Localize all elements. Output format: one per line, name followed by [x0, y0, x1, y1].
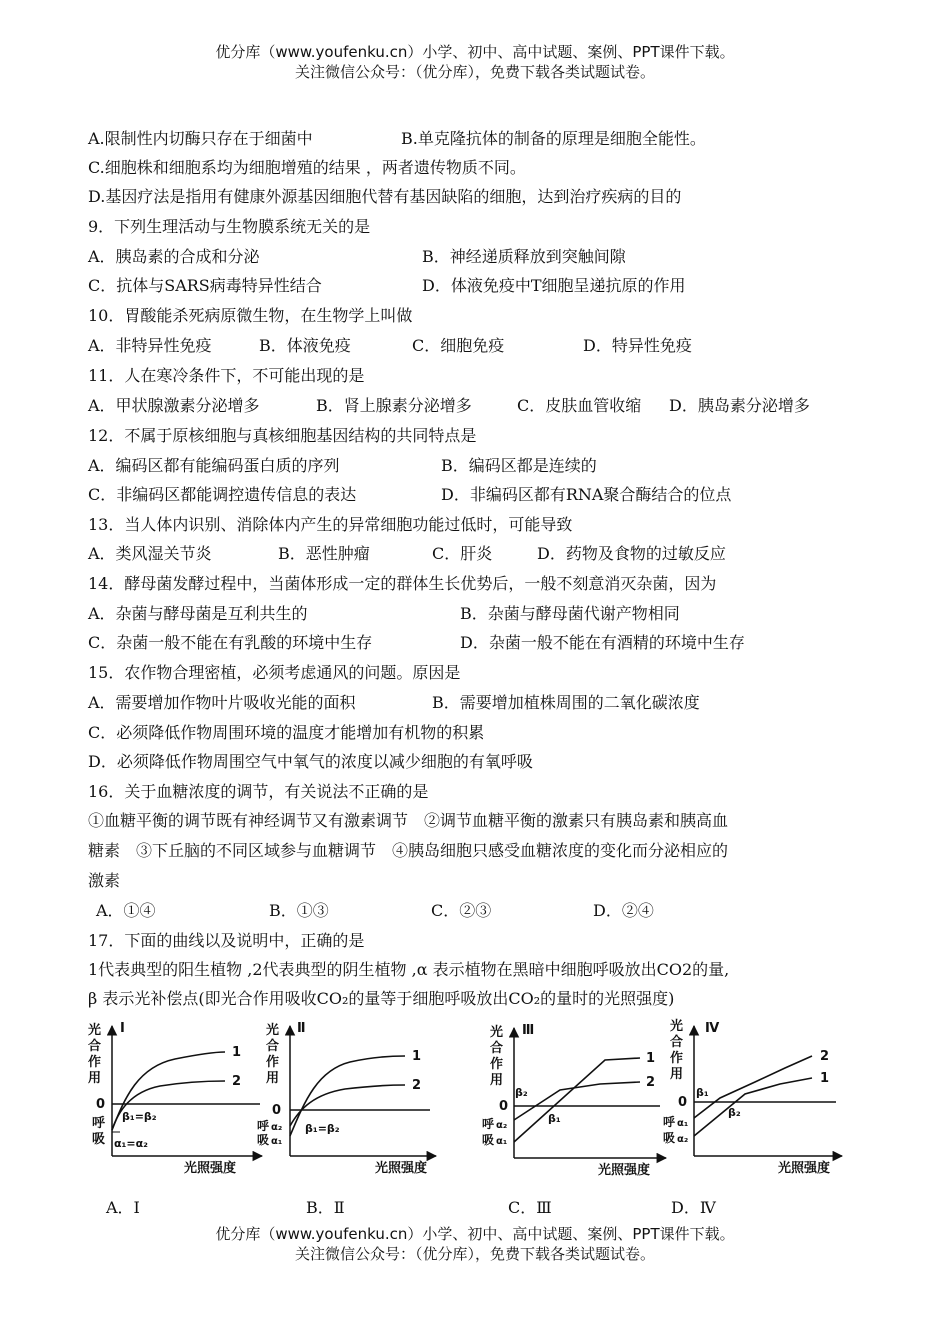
- xlabel: 光照强度: [375, 1161, 428, 1176]
- q12-stem: 12．不属于原核细胞与真核细胞基因结构的共同特点是: [88, 426, 477, 445]
- ylabel-char: 作: [670, 1051, 684, 1066]
- ylabel-char: 用: [266, 1071, 280, 1086]
- graph-4: [663, 1018, 842, 1176]
- graph-2-roman: Ⅱ: [297, 1021, 306, 1036]
- ylabel-char: 光: [490, 1025, 504, 1040]
- xlabel: 光照强度: [778, 1161, 831, 1176]
- curve-2-label: 2: [820, 1049, 830, 1064]
- q8-option-a: A.限制性内切酶只存在于细菌中: [88, 129, 313, 148]
- curve-1-label: 1: [412, 1049, 422, 1064]
- graph-3-beta1: β₁: [548, 1112, 561, 1125]
- curve-2: [514, 1082, 640, 1120]
- q12-option-b: B．编码区都是连续的: [441, 456, 597, 475]
- resp-char: 吸: [663, 1131, 676, 1145]
- curve-2-label: 2: [646, 1075, 656, 1090]
- curve-2-label: 2: [232, 1074, 242, 1089]
- q8-option-d: D.基因疗法是指用有健康外源基因细胞代替有基因缺陷的细胞，达到治疗疾病的目的: [88, 187, 682, 206]
- graph-4-alpha1: α₁: [677, 1118, 689, 1129]
- q16-statement-2: 糖素 ③下丘脑的不同区域参与血糖调节 ④胰岛细胞只感受血糖浓度的变化而分泌相应的: [88, 841, 729, 860]
- q9-option-c: C．抗体与SARS病毒特异性结合: [88, 276, 322, 295]
- q11-option-b: B．肾上腺素分泌增多: [316, 396, 472, 415]
- q12-option-c: C．非编码区都能调控遗传信息的表达: [88, 485, 357, 504]
- q9-option-b: B．神经递质释放到突触间隙: [422, 247, 626, 266]
- q16-statement-1: ①血糖平衡的调节既有神经调节又有激素调节 ②调节血糖平衡的激素只有胰岛素和胰高血: [88, 811, 729, 830]
- ylabel-char: 作: [490, 1057, 504, 1072]
- ylabel-char: 合: [490, 1041, 504, 1056]
- q10-option-d: D．特异性免疫: [583, 336, 692, 355]
- q14-option-c: C．杂菌一般不能在有乳酸的环境中生存: [88, 633, 373, 652]
- footer-line-2: 关注微信公众号：（优分库），免费下载各类试题试卷。: [294, 1245, 655, 1263]
- q14-option-d: D．杂菌一般不能在有酒精的环境中生存: [460, 633, 745, 652]
- q16-stem: 16．关于血糖浓度的调节，有关说法不正确的是: [88, 782, 429, 801]
- ylabel-char: 用: [670, 1067, 684, 1082]
- zero-label: 0: [96, 1097, 106, 1112]
- graph-4-beta1: β₁: [696, 1086, 709, 1099]
- q14-stem: 14．酵母菌发酵过程中，当菌体形成一定的群体生长优势后，一般不刻意消灭杂菌，因为: [88, 574, 717, 593]
- q10-stem: 10．胃酸能杀死病原微生物，在生物学上叫做: [88, 306, 413, 325]
- q13-option-a: A．类风湿关节炎: [88, 544, 212, 563]
- header-line-1: 优分库（www.youfenku.cn）小学、初中、高中试题、案例、PPT课件下载。: [215, 43, 735, 61]
- q13-option-b: B．恶性肿瘤: [278, 544, 370, 563]
- zero-label: 0: [499, 1099, 509, 1114]
- q16-option-b: B．①③: [269, 901, 329, 920]
- q14-option-b: B．杂菌与酵母菌代谢产物相同: [460, 604, 680, 623]
- q11-option-a: A．甲状腺激素分泌增多: [88, 396, 260, 415]
- graph-1: [88, 1021, 262, 1176]
- q13-stem: 13．当人体内识别、消除体内产生的异常细胞功能过低时，可能导致: [88, 515, 573, 534]
- curve-2: [694, 1056, 812, 1118]
- resp-char: 呼: [482, 1117, 495, 1131]
- graph-2-beta-label: β₁=β₂: [305, 1122, 340, 1135]
- q11-stem: 11．人在寒冷条件下，不可能出现的是: [88, 366, 365, 385]
- resp-char: 吸: [257, 1133, 270, 1147]
- q12-option-d: D．非编码区都有RNA聚合酶结合的位点: [441, 485, 732, 504]
- q11-option-c: C．皮肤血管收缩: [517, 396, 642, 415]
- q14-option-a: A．杂菌与酵母菌是互利共生的: [88, 604, 308, 623]
- graph-4-beta2: β₂: [728, 1106, 741, 1119]
- graph-1-beta-label: β₁=β₂: [122, 1110, 157, 1123]
- ylabel-char: 合: [670, 1035, 684, 1050]
- resp-char: 呼: [663, 1115, 676, 1129]
- ylabel-char: 光: [670, 1019, 684, 1034]
- q15-stem: 15．农作物合理密植，必须考虑通风的问题。原因是: [88, 663, 461, 682]
- q8-option-c: C.细胞株和细胞系均为细胞增殖的结果 ，两者遗传物质不同。: [88, 158, 526, 177]
- resp-char: 吸: [92, 1132, 106, 1147]
- ylabel-char: 光: [266, 1023, 280, 1038]
- q12-option-a: A．编码区都有能编码蛋白质的序列: [88, 456, 340, 475]
- graph-3-alpha2: α₂: [496, 1120, 508, 1131]
- header-line-2: 关注微信公众号：（优分库），免费下载各类试题试卷。: [294, 63, 655, 81]
- q15-option-c: C．必须降低作物周围环境的温度才能增加有机物的积累: [88, 723, 485, 742]
- graph-3-alpha1: α₁: [496, 1136, 508, 1147]
- curve-1: [514, 1058, 640, 1142]
- q17-desc-1: 1代表典型的阳生植物 ,2代表典型的阴生植物 ,α 表示植物在黑暗中细胞呼吸放出CO2的量,: [88, 960, 730, 979]
- graph-1-roman: Ⅰ: [120, 1021, 125, 1036]
- q17-graphs: [0, 1012, 950, 1182]
- q17-option-c: C．Ⅲ: [508, 1198, 552, 1217]
- ylabel-char: 作: [88, 1055, 102, 1070]
- curve-2: [290, 1085, 405, 1126]
- q17-desc-2: β 表示光补偿点(即光合作用吸收CO₂的量等于细胞呼吸放出CO₂的量时的光照强度): [88, 989, 675, 1008]
- zero-label: 0: [678, 1095, 688, 1110]
- graph-2-alpha1: α₁: [271, 1136, 283, 1147]
- graph-3-beta2: β₂: [515, 1086, 528, 1099]
- q17-option-b: B．Ⅱ: [306, 1198, 345, 1217]
- ylabel-char: 合: [88, 1039, 102, 1054]
- q15-option-a: A．需要增加作物叶片吸收光能的面积: [88, 693, 356, 712]
- q10-option-a: A．非特异性免疫: [88, 336, 212, 355]
- zero-label: 0: [272, 1103, 282, 1118]
- graph-3: [482, 1023, 666, 1178]
- xlabel: 光照强度: [598, 1163, 651, 1178]
- q17-option-a: A．Ⅰ: [106, 1198, 140, 1217]
- q11-option-d: D．胰岛素分泌增多: [669, 396, 810, 415]
- curve-1: [694, 1078, 812, 1136]
- ylabel-char: 用: [490, 1073, 504, 1088]
- q13-option-c: C．肝炎: [432, 544, 493, 563]
- ylabel-char: 作: [266, 1055, 280, 1070]
- q16-option-c: C．②③: [431, 901, 492, 920]
- graph-4-roman: Ⅳ: [705, 1021, 720, 1036]
- graph-3-roman: Ⅲ: [522, 1023, 535, 1038]
- xlabel: 光照强度: [184, 1161, 237, 1176]
- q17-option-d: D．Ⅳ: [671, 1198, 716, 1217]
- graph-1-alpha-label: α₁=α₂: [114, 1137, 148, 1150]
- q8-option-b: B.单克隆抗体的制备的原理是细胞全能性。: [401, 129, 706, 148]
- curve-2-label: 2: [412, 1078, 422, 1093]
- q10-option-b: B．体液免疫: [259, 336, 351, 355]
- resp-char: 吸: [482, 1133, 495, 1147]
- graph-2-alpha2: α₂: [271, 1122, 283, 1133]
- ylabel-char: 光: [88, 1023, 102, 1038]
- curve-1-label: 1: [646, 1051, 656, 1066]
- graph-2: [257, 1021, 436, 1176]
- footer-line-1: 优分库（www.youfenku.cn）小学、初中、高中试题、案例、PPT课件下载。: [215, 1225, 735, 1243]
- q9-option-d: D．体液免疫中T细胞呈递抗原的作用: [422, 276, 686, 295]
- q16-statement-3: 激素: [88, 871, 121, 890]
- ylabel-char: 合: [266, 1039, 280, 1054]
- q9-option-a: A．胰岛素的合成和分泌: [88, 247, 260, 266]
- q17-stem: 17．下面的曲线以及说明中，正确的是: [88, 931, 365, 950]
- graph-4-alpha2: α₂: [677, 1134, 689, 1145]
- q15-option-b: B．需要增加植株周围的二氧化碳浓度: [432, 693, 700, 712]
- curve-1-label: 1: [820, 1071, 830, 1086]
- q13-option-d: D．药物及食物的过敏反应: [537, 544, 726, 563]
- q9-stem: 9．下列生理活动与生物膜系统无关的是: [88, 217, 371, 236]
- ylabel-char: 用: [88, 1071, 102, 1086]
- q10-option-c: C．细胞免疫: [412, 336, 505, 355]
- curve-1-label: 1: [232, 1045, 242, 1060]
- q16-option-d: D．②④: [593, 901, 654, 920]
- q15-option-d: D．必须降低作物周围空气中氧气的浓度以减少细胞的有氧呼吸: [88, 752, 533, 771]
- q16-option-a: A．①④: [96, 901, 156, 920]
- resp-char: 呼: [92, 1116, 106, 1131]
- resp-char: 呼: [257, 1119, 270, 1133]
